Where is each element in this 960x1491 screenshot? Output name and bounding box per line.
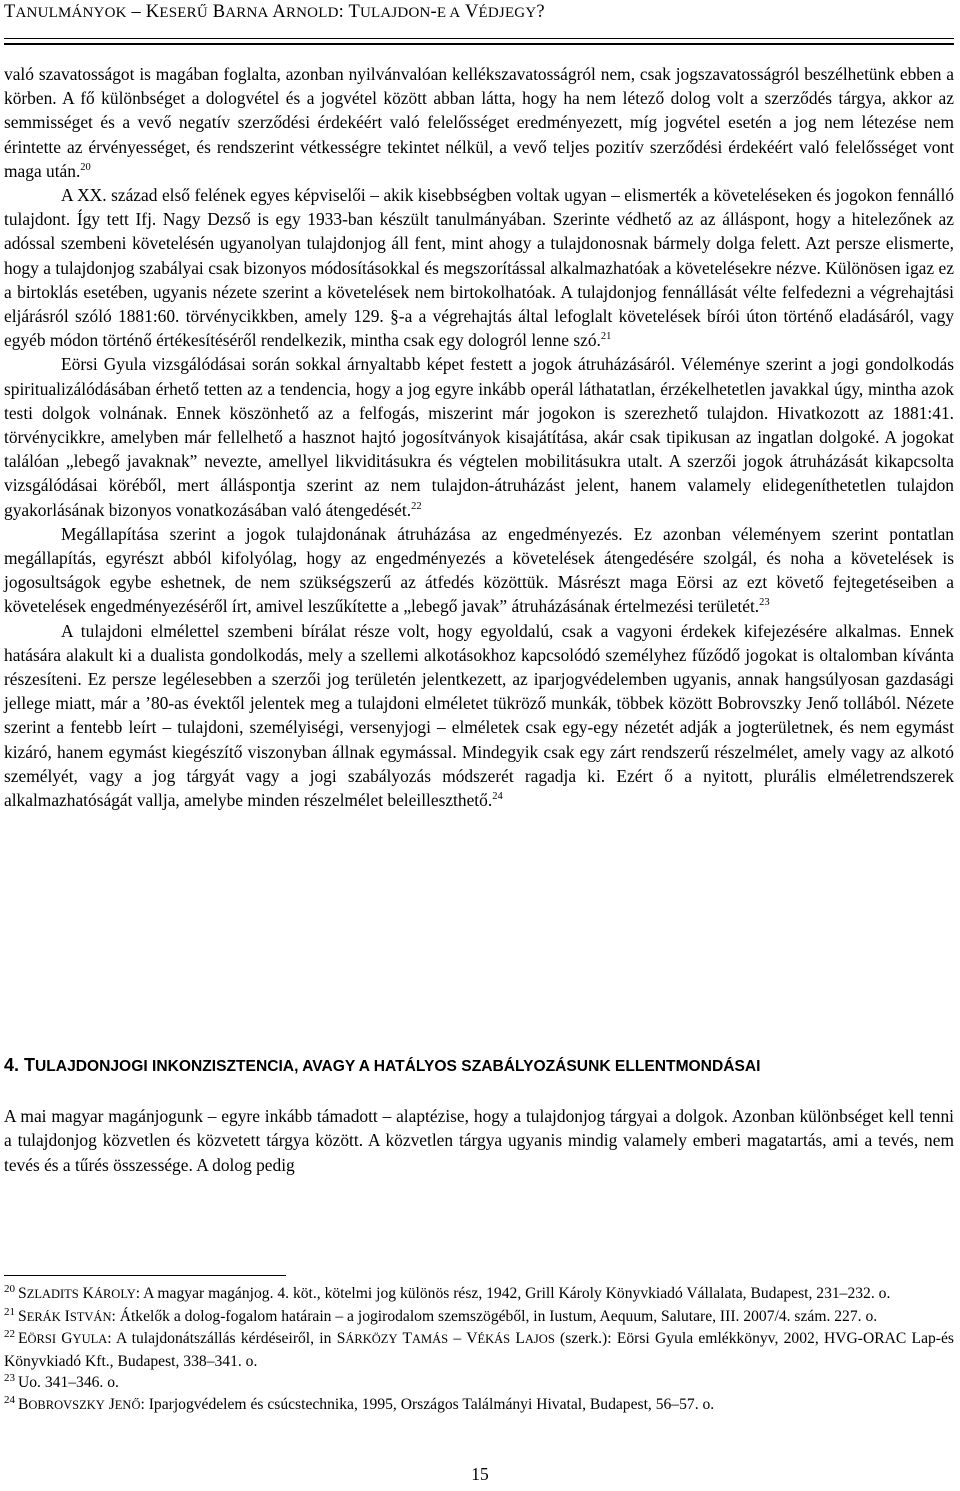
header-text: RNOLD bbox=[285, 5, 339, 21]
header-text: V bbox=[464, 2, 479, 22]
main-text bbox=[4, 62, 954, 812]
header-rule bbox=[4, 38, 954, 45]
footnote-separator bbox=[4, 1275, 286, 1276]
page-number: 15 bbox=[471, 1464, 489, 1484]
header-text: : bbox=[338, 2, 349, 22]
paragraph: való szavatosságot is magában foglalta, azonban nyilvánvalóan kellékszavatosságról nem, csak jogszavatosságról beszélhetünk ebben a körben. A fő különbséget a dologvétel és a jogvétel között abban látta, hogy ha nem létező dolog volt a szerződés tárgya, akkor az semmisséget és a vevő negatív szerződési érdekéért való felelősséget eredményezett, míg jogvétel esetén a jog nem létezése nem érintette az érvényességet, és rendszerint vétkességre tekintet nélkül, a vevő teljes pozitív szerződési érdekéért való felelősséget vont maga után.$^{20}$ bbox=[4, 64, 954, 181]
header-text: ANULMÁNYOK bbox=[15, 5, 127, 21]
header-text: A bbox=[272, 2, 286, 22]
footnote: $^{20}$ SZLADITS KÁROLY: A magyar magánjog. 4. köt., kötelmi jog különös rész, 1942, Grill Károly Könyvkiadó Vállalata, Budapest, 231–232. o. bbox=[4, 1283, 891, 1302]
paragraph: A mai magyar magánjogunk – egyre inkább támadott – alaptézise, hogy a tulajdonjog tárgyai a dolgok. Azonban különbséget kell tenni a tulajdonjog közvetlen és közvetett tárgya között. A közvetlen tárgya ugyanis mindig valamely emberi magatartás, ami a tevés, nem tevés és a tűrés összessége. A dolog pedig bbox=[4, 1106, 954, 1175]
paragraph: Megállapítása szerint a jogok tulajdonának átruházása az engedményezés. Ez azonban véleményem szerint pontatlan megállapítás, egyrészt abból kifolyólag, hogy az engedményezés a követelések átengedésére szolgál, és noha a követelések is jogosultságok egybe eshetnek, de nem szükségszerű az átfedés közöttük. Másrészt maga Eörsi az ezt követő fejtegetéseiben a követelések engedményezéséről írt, amivel leszűkítette a „lebegő javak” átruházásának értelmezési területét.$^{23}$ bbox=[4, 523, 954, 617]
footnote-ref[interactable]: 22 bbox=[411, 500, 422, 512]
header-text: E A bbox=[436, 5, 461, 21]
footnote-ref[interactable]: 20 bbox=[80, 161, 91, 173]
section-body bbox=[4, 1104, 954, 1177]
header-text: B bbox=[212, 2, 226, 22]
header-text: – bbox=[126, 2, 146, 22]
running-header bbox=[4, 2, 950, 23]
paragraph: A XX. század első felének egyes képviselői – akik kisebbségben voltak ugyan – elismerték a követeléseken és jogokon fennálló tulajdont. Így tett Ifj. Nagy Dezső is egy 1933-ban készült tanulmányában. Szerinte védhető az az álláspont, hogy a hitelezőnek az adóssal szembeni követelésén ugyanolyan tulajdonjog áll fent, mint ahogy a tulajdonosnak bármely dolga felett. Azt persze elismerte, hogy a tulajdonjog szabályai csak bizonyos módosításokkal és megszorítással alkalmazhatóak a követelésekre nézve. Különösen igaz ez a birtoklás esetében, ugyanis nézete szerint a követelések nem birtokolhatóak. A tulajdonjog fennállását vélte felfedezni a végrehajtási eljárásról szóló 1881:60. törvénycikkben, amely 129. §-a a végrehajtás által lefoglalt követelések bírói úton történő eladásáról, vagy egyéb módon történő értékesítéséről rendelkezik, mintha csak egy dologról lenne szó.$^{21}$ bbox=[4, 185, 954, 351]
header-text: ESERŰ bbox=[159, 5, 208, 21]
footnote-ref[interactable]: 23 bbox=[759, 597, 770, 609]
header-text: ? bbox=[536, 2, 545, 22]
header-text: ÉDJEGY bbox=[478, 5, 537, 21]
footnote: $^{21}$ SERÁK ISTVÁN: Átkelők a dolog-fogalom határain – a jogirodalom szemszögéből, in Iustum, Aequum, Salutare, III. 2007/4. szám. 227. o. bbox=[4, 1305, 878, 1325]
header-text: ULAJDON bbox=[359, 5, 431, 21]
footnote: $^{24}$ BOBROVSZKY JENŐ: Iparjogvédelem és csúcstechnika, 1995, Országos Találmányi Hivatal, Budapest, 56–57. o. bbox=[4, 1393, 715, 1413]
header-text: K bbox=[145, 2, 160, 22]
footnote: $^{23}$ Uo. 341–346. o. bbox=[4, 1372, 119, 1391]
header-text: T bbox=[4, 2, 16, 22]
paragraph: A tulajdoni elmélettel szembeni bírálat része volt, hogy egyoldalú, csak a vagyoni érdekek kifejezésére alkalmas. Ennek hatására alakult ki a dualista gondolkodás, mely a szellemi alkotásokhoz kapcsolódó személyhez fűződő jogokat is oltalomban kívánta részesíteni. Ez persze legélesebben a szerzői jog területén jelentkezett, az iparjogvédelemben ugyanis, annak hangsúlyosan gazdasági jellege miatt, már a ’80-as évektől jelentek meg a tulajdoni elméletet tükröző munkák, többek között Bobrovszky Jenő tollából. Nézete szerint a fentebb leírt – tulajdoni, személyiségi, versenyjogi – elméletek csak egy-egy nézetét adják a jogterületnek, és nem egymást kizáró, hanem egymást kiegészítő viszonyban állnak egymással. Mindegyik csak egy zárt rendszerű részelmélet, amely vagy az alkotó személyét, vagy a jog tárgyát vagy a jogi szabályozás módszerét ragadja ki. Ezért ő a nyitott, plurális elméletrendszerek alkalmazhatóságát vallja, amelybe minden részelmélet beleilleszthető.$^{24}$ bbox=[4, 620, 954, 811]
footnote: $^{22}$ EÖRSI GYULA: A tulajdonátszállás kérdéseiről, in SÁRKÖZY TAMÁS – VÉKÁS LAJOS (szerk.): Eörsi Gyula emlékkönyv, 2002, HVG-ORAC Lap-és Könyvkiadó Kft., Budapest, 338–341. o. bbox=[4, 1328, 954, 1370]
section-heading: 4. TULAJDONJOGI INKONZISZTENCIA, AVAGY A HATÁLYOS SZABÁLYOZÁSUNK ELLENTMONDÁSAI bbox=[4, 1055, 761, 1075]
header-text: ARNA bbox=[225, 5, 269, 21]
paragraph: Eörsi Gyula vizsgálódásai során sokkal árnyaltabb képet festett a jogok átruházásáról. Véleménye szerint a jogi gondolkodás spiritualizálódásában érhető tetten az a tendencia, hogy a jog egyre inkább operál láthatatlan, érzékelhetetlen javakkal úgy, mintha azok testi dolgok volnának. Ennek köszönhető az a felfogás, miszerint már jogokon is szerezhető tulajdon. Hivatkozott az 1881:41. törvénycikkre, amelyben már fellelhető a hasznot hajtó jogosítványok kisajátítása, akár csak tipikusan az ingatlan dolgoké. A jogokat találóan „lebegő javaknak” nevezte, amellyel likviditásukra és végtelen mobilitásukra utalt. A szerzői jogok átruházását kikapcsolta vizsgálódásai köréből, mert álláspontja szerint az nem tulajdon-átruházást jelent, hanem valamely elidegeníthetetlen tulajdon gyakorlásának bizonyos vonatkozásában való átengedését.$^{22}$ bbox=[4, 354, 954, 520]
footnote-ref[interactable]: 24 bbox=[492, 791, 503, 803]
footnotes bbox=[4, 1283, 954, 1416]
footnote-ref[interactable]: 21 bbox=[600, 331, 612, 343]
header-text: - bbox=[430, 2, 437, 22]
header-text: T bbox=[348, 2, 360, 22]
